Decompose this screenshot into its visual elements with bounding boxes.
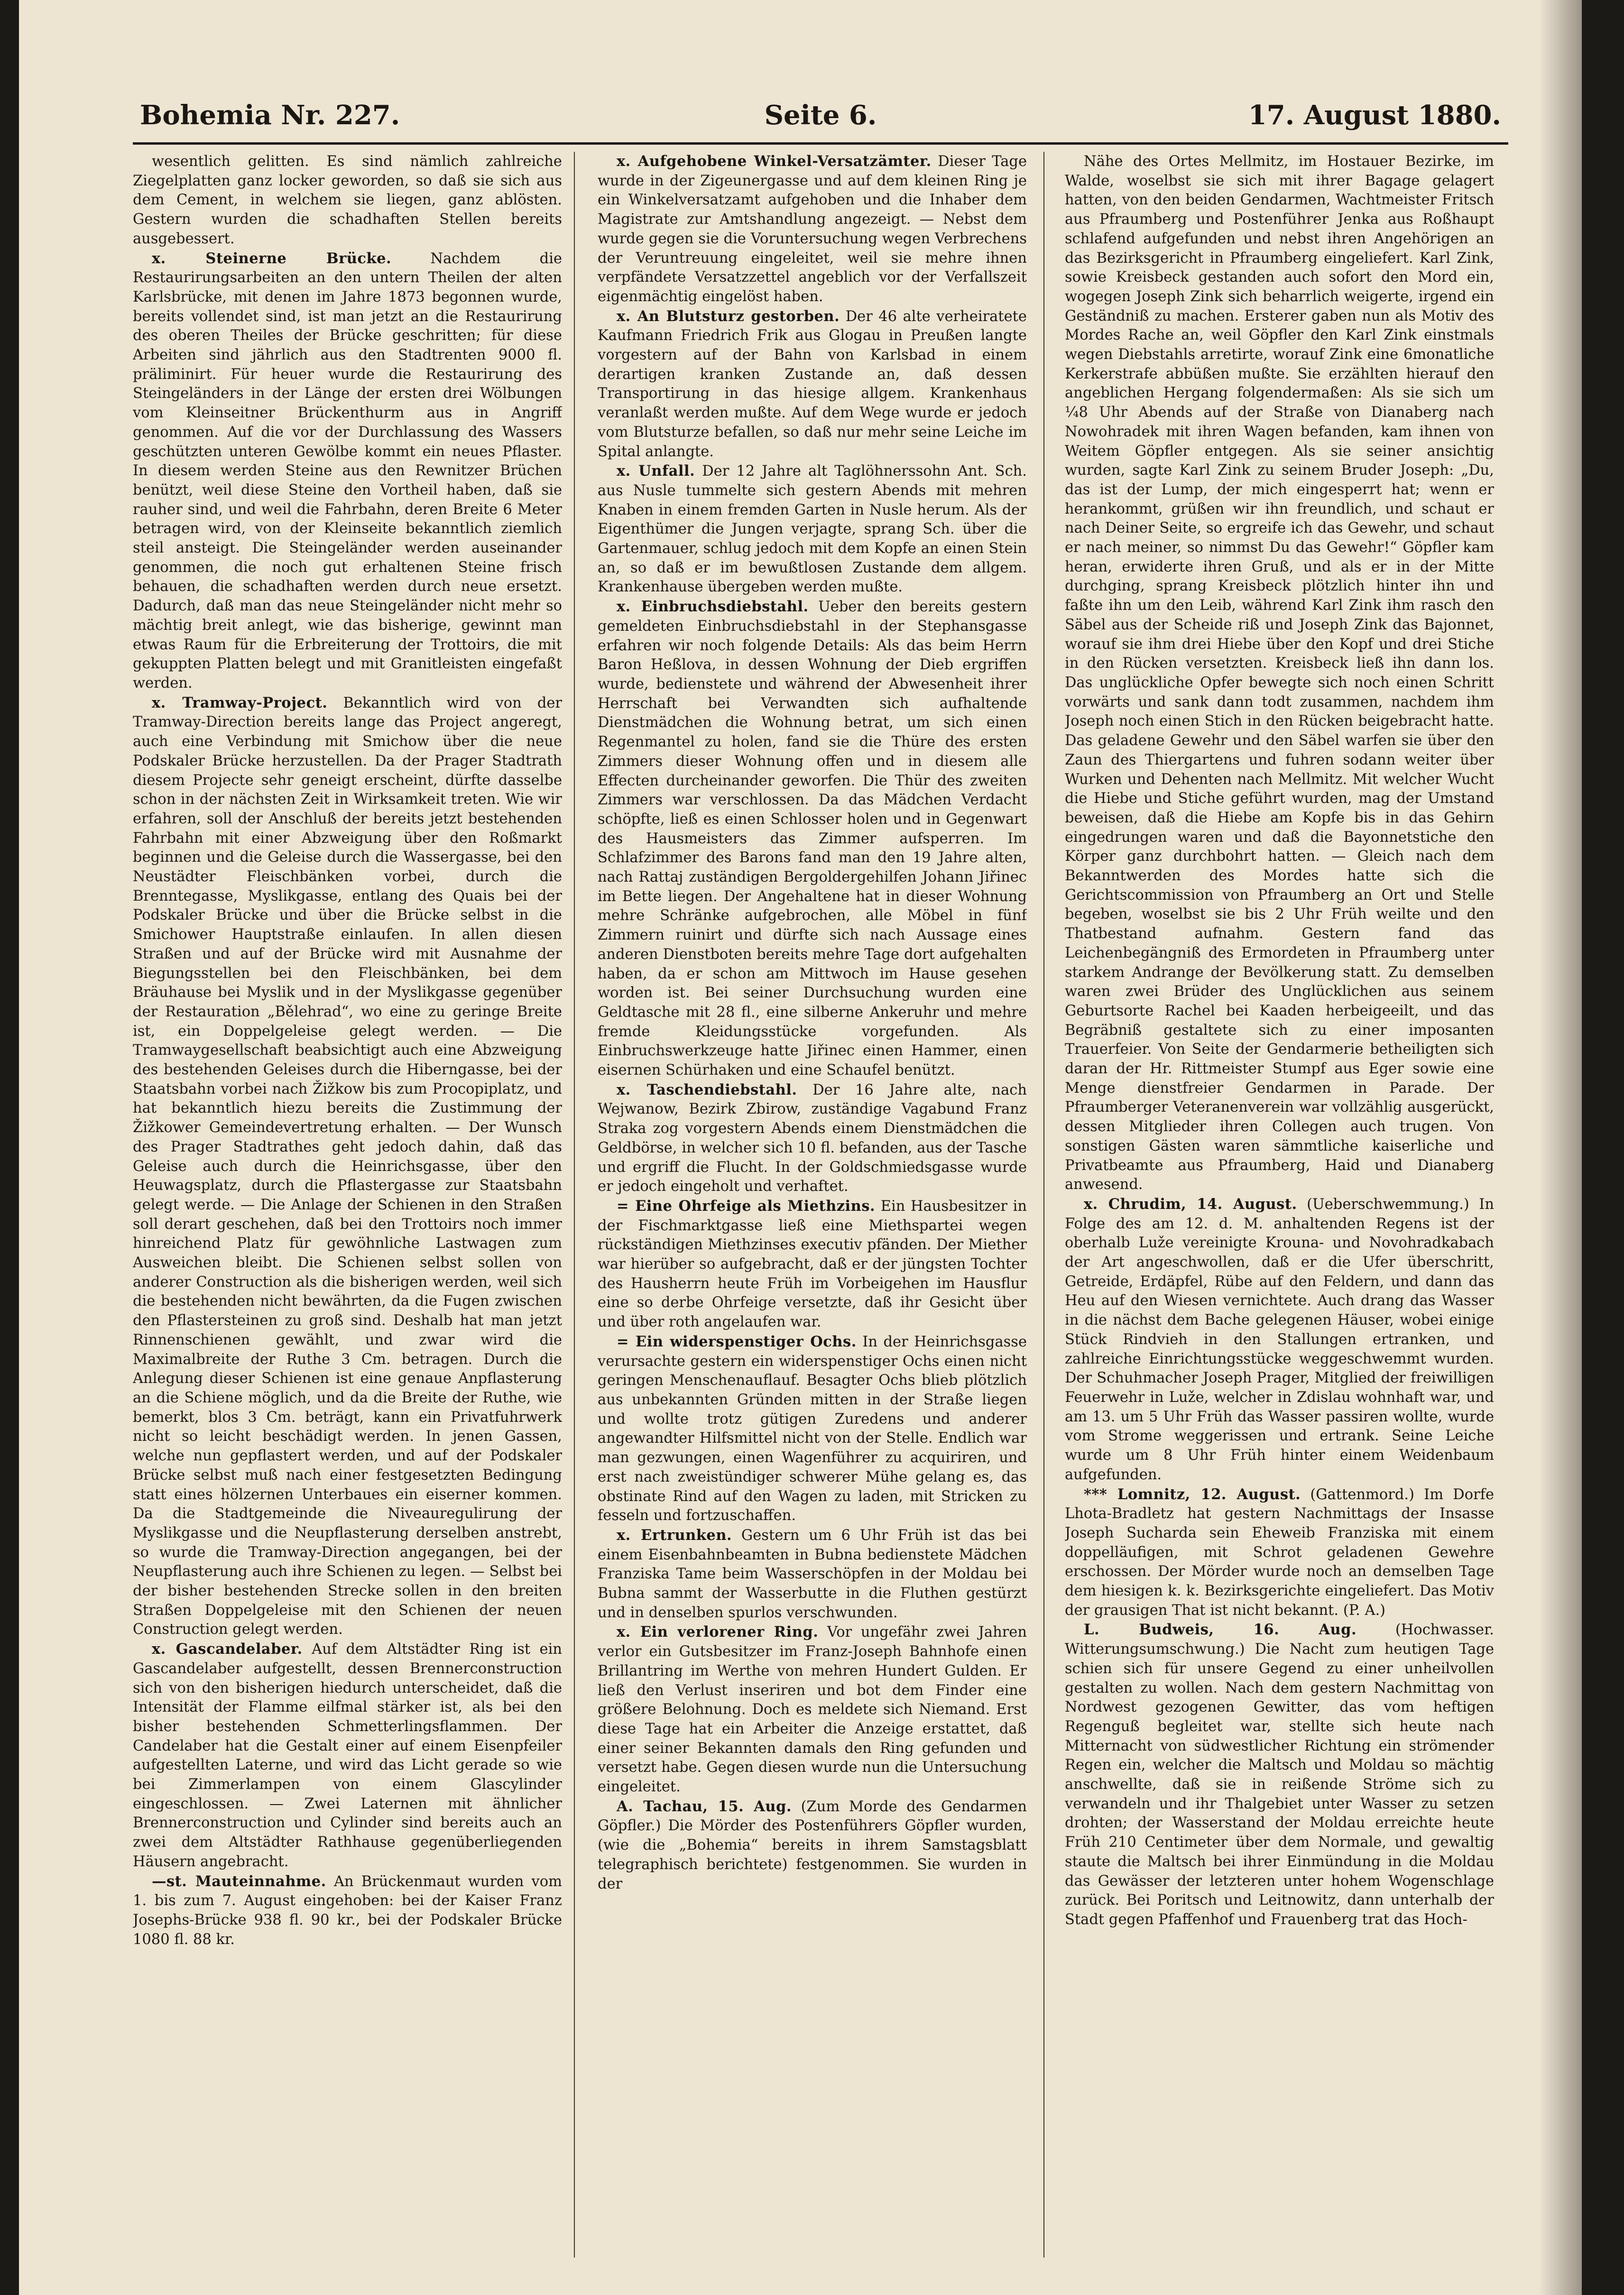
column-1 xyxy=(133,152,562,2267)
header-page-number: Seite 6. xyxy=(764,100,877,131)
column-divider xyxy=(1043,152,1044,2258)
article xyxy=(133,693,562,1640)
article-text: In der Heinrichsgasse verursachte gestern ein widerspenstiger Ochs einen nicht geringen Menschenauflauf. Besagter Ochs blieb plötzlich aus unbekannten Gründen mitten in der Straße liegen und wollte trotz gütigen Zuredens und anderer angewandter Hilfsmittel nicht von der Stelle. Endlich war man gezwungen, einen Wagenführer zu acquiriren, und erst nach zweistündiger schwerer Mühe gelang es, das obstinate Rind auf den Wagen zu laden, mit Stricken zu fesseln und fortzuschaffen. xyxy=(598,1333,1027,1524)
article-text: Nähe des Ortes Mellmitz, im Hostauer Bezirke, im Walde, woselbst sie sich mit ihrer Bagage gelagert hatten, von den beiden Gendarmen, Wachtmeister Fritsch aus Pfraumberg und Postenführer Jenka aus Roßhaupt schlafend aufgefunden und nebst ihren Angehörigen an das Bezirksgericht in Pfraumberg eingeliefert. Karl Zink, sowie Kreisbeck gestanden auch sofort den Mord ein, wogegen Joseph Zink sich beharrlich weigerte, irgend ein Geständniß zu machen. Ersterer gaben nun als Motiv des Mordes Rache an, weil Göpfler den Karl Zink einstmals wegen Diebstahls arretirte, worauf Zink eine 6monatliche Kerkerstrafe abbüßen mußte. Sie erzählten hierauf den angeblichen Hergang folgendermaßen: Als sie sich um ¼8 Uhr Abends auf der Straße von Dianaberg nach Nowohradek mit ihren Wagen befanden, kam ihnen von Weitem Göpfler entgegen. Als sie seiner ansichtig wurden, sagte Karl Zink zu seinem Bruder Joseph: „Du, das ist der Lump, der mich eingesperrt hat; wenn er herankommt, grüßen wir ihn freundlich, und schaut er nach Deiner Seite, so ergreife ich das Gewehr, und schaut er nach meiner, so nimmst Du das Gewehr!“ Göpfler kam heran, erwiderte ihren Gruß, und als er in der Mitte durchging, sprang Kreisbeck plötzlich hinter ihn und faßte ihn um den Leib, während Karl Zink ihm rasch den Säbel aus der Scheide riß und Joseph Zink das Bajonnet, worauf sie ihm drei Hiebe über den Kopf und drei Stiche in den Rücken versetzten. Kreisbeck ließ ihn dann los. Das unglückliche Opfer bewegte sich noch einen Schritt vorwärts und sank dann todt zusammen, nachdem ihm Joseph noch einen Stich in den Rücken beigebracht hatte. Das geladene Gewehr und den Säbel warfen sie über den Zaun des Thiergartens und fuhren sodann weiter über Wurken und Dehenten nach Mellmitz. Mit welcher Wucht die Hiebe und Stiche geführt wurden, mag der Umstand beweisen, daß die Hiebe am Kopfe bis in das Gehirn eingedrungen waren und daß die Bayonnetstiche den Körper ganz durchbohrt hatten. — Gleich nach dem Bekanntwerden des Mordes hatte sich die Gerichtscommission von Pfraumberg an Ort und Stelle begeben, woselbst sie bis 2 Uhr Früh weilte und den Thatbestand aufnahm. Gestern fand das Leichenbegängniß des Ermordeten in Pfraumberg unter starkem Andrange der Bevölkerung statt. Zu demselben waren zwei Brüder des Unglücklichen aus seinem Geburtsorte Rachel bei Kaaden herbeigeeilt, und das Begräbniß gestaltete sich zu einer imposanten Trauerfeier. Von Seite der Gendarmerie betheiligten sich daran der Hr. Rittmeister Stumpf aus Eger sowie eine Menge dienstfreier Gendarmen in Parade. Der Pfraumberger Veteranenverein war vollzählig ausgerückt, dessen Mitglieder ihren Collegen auch trugen. Von sonstigen Gästen waren sämmtliche kaiserliche und Privatbeamte aus Pfraumberg, Haid und Dianaberg anwesend. xyxy=(1065,153,1494,1193)
header-date: 17. August 1880. xyxy=(1248,100,1501,131)
article-headline: x. Einbruchsdiebstahl. xyxy=(617,598,809,616)
article-text: (Ueberschwemmung.) In Folge des am 12. d. M. anhaltenden Regens ist der oberhalb Luže vereinigte Krouna- und Novohradkabach der Art angeschwollen, daß er die Ufer überschritt, Getreide, Erdäpfel, Rübe auf den Feldern, und dann das Heu auf den Wiesen vernichtete. Auch drang das Wasser in die nächst dem Bache gelegenen Häuser, wobei einige Stück Rindvieh in den Stallungen ertranken, und zahlreiche Einrichtungsstücke weggeschwemmt wurden. Der Schuhmacher Joseph Prager, Mitglied der freiwilligen Feuerwehr in Luže, welcher in Zdislau wohnhaft war, und am 13. um 5 Uhr Früh das Wasser passiren wollte, wurde vom Strome weggerissen und ertrank. Seine Leiche wurde um 8 Uhr Früh hinter einem Weidenbaum aufgefunden. xyxy=(1065,1196,1494,1483)
article-headline: *** Lomnitz, 12. August. xyxy=(1084,1485,1301,1503)
column-3 xyxy=(1065,152,1494,2267)
article xyxy=(598,461,1027,597)
article-headline: x. Ein verlorener Ring. xyxy=(617,1623,819,1641)
column-2 xyxy=(598,152,1027,2267)
article xyxy=(598,1526,1027,1623)
article xyxy=(598,152,1027,307)
article xyxy=(598,1080,1027,1197)
article-headline: x. Taschendiebstahl. xyxy=(617,1081,797,1098)
article xyxy=(598,1622,1027,1797)
article-headline: x. Chrudim, 14. August. xyxy=(1084,1195,1297,1213)
article-text: (Hochwasser. Witterungsumschwung.) Die Nacht zum heutigen Tage schien sich für unsere Gegend zu einer unheilvollen gestalten zu wollen. Nach dem gestern Nachmittag von Nordwest gezogenen Gewitter, das vom heftigen Regenguß begleitet war, stellte sich heute nach Mitternacht von südwestlicher Richtung ein strömender Regen ein, welcher die Maltsch und Moldau so mächtig anschwellte, daß sie in reißende Ströme sich zu verwandeln und ihr Thalgebiet unter Wasser zu setzen drohten; der Wasserstand der Moldau erreichte heute Früh 210 Centimeter über dem Normale, und gewaltig staute die Maltsch bei ihrer Einmündung in die Moldau das Gewässer der letzteren unter hohem Wogenschlage zurück. Bei Poritsch und Leitnowitz, dann unterhalb der Stadt gegen Pfaffenhof und Frauenberg trat das Hoch- xyxy=(1065,1622,1494,1928)
article-text: Der 16 Jahre alte, nach Wejwanow, Bezirk Zbirow, zuständige Vagabund Franz Straka zog vorgestern Abends einem Dienstmädchen die Geldbörse, in welcher sich 10 fl. befanden, aus der Tasche und ergriff die Flucht. In der Goldschmiedsgasse wurde er jedoch eingeholt und verhaftet. xyxy=(598,1081,1027,1195)
article-headline: L. Budweis, 16. Aug. xyxy=(1084,1621,1357,1639)
article-text: Der 46 alte verheiratete Kaufmann Friedrich Frik aus Glogau in Preußen langte vorgestern auf der Bahn von Karlsbad in einem derartigen kranken Zustande an, daß dessen Transportirung in das hiesige allgem. Krankenhaus veranlaßt werden mußte. Auf dem Wege wurde er jedoch vom Blutsturze befallen, so daß nur mehr seine Leiche im Spital anlangte. xyxy=(598,308,1027,460)
header-rule xyxy=(133,142,1508,145)
article xyxy=(133,152,562,249)
article xyxy=(598,1197,1027,1332)
article xyxy=(1065,1195,1494,1485)
article xyxy=(598,597,1027,1080)
article-headline: A. Tachau, 15. Aug. xyxy=(617,1797,792,1815)
article-text: Gestern um 6 Uhr Früh ist das bei einem Eisenbahnbeamten in Bubna bedienstete Mädchen Franziska Tame beim Wasserschöpfen in der Moldau bei Bubna sammt der Wasserbutte in die Fluthen gestürzt und in denselben spurlos verschwunden. xyxy=(598,1527,1027,1621)
article-headline: x. Aufgehobene Winkel-Versatzämter. xyxy=(617,153,932,170)
article xyxy=(598,307,1027,462)
page-edge-shadow xyxy=(1539,0,1582,2295)
article-text: Der 12 Jahre alt Taglöhnerssohn Ant. Sch. aus Nusle tummelte sich gestern Abends mit mehren Knaben in einem fremden Garten in Nusle herum. Als der Eigenthümer die Jungen verjagte, sprang Sch. über die Gartenmauer, schlug jedoch mit dem Kopfe an einen Stein an, so daß er im bewußtlosen Zustande dem allgem. Krankenhause übergeben werden mußte. xyxy=(598,463,1027,596)
article-text: Bekanntlich wird von der Tramway-Direction bereits lange das Project angeregt, auch eine Verbindung mit Smichow über die neue Podskaler Brücke herzustellen. Da der Prager Stadtrath diesem Projecte sehr geneigt erscheint, dürfte dasselbe schon in der nächsten Zeit in Wirksamkeit treten. Wie wir erfahren, soll der Anschluß der bereits jetzt bestehenden Fahrbahn mit einer Abzweigung über den Roßmarkt beginnen und die Geleise durch die Wassergasse, bei den Neustädter Fleischbänken vorbei, durch die Brenntegasse, Myslikgasse, entlang des Quais bei der Podskaler Brücke und über die Brücke selbst in die Smichower Hauptstraße einlaufen. In allen diesen Straßen und auf der Brücke wird mit Ausnahme der Biegungsstellen bei den Fleischbänken, bei dem Bräuhause bei Myslik und in der Myslikgasse gegenüber der Restauration „Bělehrad“, wo eine zu geringe Breite ist, ein Doppelgeleise gelegt werden. — Die Tramwaygesellschaft beabsichtigt auch eine Abzweigung des bestehenden Geleises durch die Hiberngasse, bei der Staatsbahn vorbei nach Žižkow bis zum Procopiplatz, und hat bekanntlich hiezu bereits die Zustimmung der Žižkower Gemeindevertretung erhalten. — Der Wunsch des Prager Stadtrathes geht jedoch dahin, daß das Geleise auch durch die Heinrichsgasse, über den Heuwagsplatz, durch die Pflastergasse zur Staatsbahn gelegt werde. — Die Anlage der Schienen in den Straßen soll derart geschehen, daß bei den Trottoirs noch immer hinreichend Platz für gewöhnliche Lastwagen zum Ausweichen bleibt. Die Schienen selbst sollen von anderer Construction als die bisherigen werden, weil sich die bestehenden nicht bewährten, da die Fugen zwischen den Pflastersteinen zu groß sind. Deshalb hat man jetzt Rinnenschienen gewählt, und zwar wird die Maximalbreite der Ruthe 3 Cm. betragen. Durch die Anlegung dieser Schienen ist eine genaue Anpflasterung an die Schiene möglich, und da die Breite der Ruthe, wie bemerkt, blos 3 Cm. beträgt, kann ein Privatfuhrwerk nicht so leicht beschädigt werden. In jenen Gassen, welche nun gepflastert werden, und auf der Podskaler Brücke selbst muß nach einer festgesetzten Bedingung statt eines hölzernen Unterbaues ein eiserner kommen. Da die Stadtgemeinde die Niveauregulirung der Myslikgasse und die Neupflasterung derselben anstrebt, so wurde die Tramway-Direction angegangen, bei der Neupflasterung auch ihre Schienen zu legen. — Selbst bei der bisher bestehenden Strecke sollen in den breiten Straßen Doppelgeleise mit den Schienen der neuen Construction gelegt werden. xyxy=(133,694,562,1638)
article-headline: x. Tramway-Project. xyxy=(152,694,328,711)
article xyxy=(598,1332,1027,1526)
article-headline: = Ein widerspenstiger Ochs. xyxy=(617,1333,857,1350)
article-text: Ueber den bereits gestern gemeldeten Einbruchsdiebstahl in der Stephansgasse erfahren wir noch folgende Details: Als das beim Herrn Baron Heßlova, in dessen Wohnung der Dieb ergriffen wurde, bedienstete und während der Abwesenheit ihrer Herrschaft bei Verwandten sich aufhaltende Dienstmädchen die Wohnung betrat, um sich einen Regenmantel zu holen, fand sie die Thüre des ersten Zimmers dieser Wohnung offen und in diesem alle Effecten durcheinander geworfen. Die Thür des zweiten Zimmers war verschlossen. Da das Mädchen Verdacht schöpfte, ließ es einen Schlosser holen und in Gegenwart des Hausmeisters das Zimmer aufsperren. Im Schlafzimmer des Barons fand man den 19 Jahre alten, nach Rattaj zuständigen Bergoldergehilfen Johann Jiřinec im Bette liegen. Der Angehaltene hat in dieser Wohnung mehre Schränke aufgebrochen, alle Möbel in fünf Zimmern ruinirt und dürfte sich nach Aussage eines anderen Dienstboten bereits mehre Tage dort aufgehalten haben, da er schon am Mittwoch im Hause gesehen worden ist. Bei seiner Durchsuchung wurden eine Geldtasche mit 28 fl., eine silberne Ankeruhr und mehre fremde Kleidungsstücke vorgefunden. Als Einbruchswerkzeuge hatte Jiřinec einen Hammer, einen eisernen Schürhaken und eine Schaufel benützt. xyxy=(598,599,1027,1079)
article-headline: x. Ertrunken. xyxy=(617,1526,732,1544)
article-headline: x. Steinerne Brücke. xyxy=(152,249,392,267)
article xyxy=(598,1797,1027,1894)
article xyxy=(1065,1620,1494,1929)
article-text: Dieser Tage wurde in der Zigeunergasse und auf dem kleinen Ring je ein Winkelversatzamt aufgehoben und die Inhaber dem Magistrate zur Amtshandlung angezeigt. — Nebst dem wurde gegen sie die Voruntersuchung wegen Verbrechens der Veruntreuung eingeleitet, weil sie mehre ihnen verpfändete Versatzzettel angeblich vor der Verfallszeit eigenmächtig eingelöst haben. xyxy=(598,153,1027,305)
article-headline: x. Gascandelaber. xyxy=(152,1641,303,1658)
article-text: Vor ungefähr zwei Jahren verlor ein Gutsbesitzer im Franz-Joseph Bahnhofe einen Brillantring im Werthe von mehren Hundert Gulden. Er ließ den Verlust inseriren und bot dem Finder eine größere Belohnung. Doch es meldete sich Niemand. Erst diese Tage hat ein Arbeiter die Anzeige erstattet, daß einer seiner Bekannten damals den Ring gefunden und versetzt habe. Gegen diesen wurde nun die Untersuchung eingeleitet. xyxy=(598,1624,1027,1796)
article-text: Auf dem Altstädter Ring ist ein Gascandelaber aufgestellt, dessen Brennerconstruction sich von den bisherigen hiedurch unterscheidet, daß die Intensität der Flamme eilfmal stärker ist, als bei den bisher bestehenden Schmetterlingsflammen. Der Candelaber hat die Gestalt einer auf einem Eisenpfeiler aufgestellten Laterne, und wird das Licht gerade so wie bei Zimmerlampen von einem Glascylinder eingeschlossen. — Zwei Laternen mit ähnlicher Brennerconstruction und Cylinder sind bereits auch an zwei dem Altstädter Rathhause gegenüberliegenden Häusern angebracht. xyxy=(133,1641,562,1870)
article-text: Nachdem die Restaurirungsarbeiten an den untern Theilen der alten Karlsbrücke, mit denen im Jahre 1873 begonnen wurde, bereits vollendet sind, ist man jetzt an die Restaurirung des oberen Theiles der Brücke geschritten; für diese Arbeiten sind jährlich aus den Stadtrenten 9000 fl. präliminirt. Für heuer wurde die Restaurirung des Steingeländers in der Länge der ersten drei Wölbungen vom Kleinseitner Brückenthurm aus in Angriff genommen. Auf die vor der Durchlassung des Wassers geschützten unteren Gewölbe kommt ein neues Pflaster. In diesem werden Steine aus den Rewnitzer Brüchen benützt, weil diese Steine den Vortheil haben, daß sie rauher sind, und weil die Fahrbahn, deren Breite 6 Meter betragen wird, von der Kleinseite bekanntlich ziemlich steil ansteigt. Die Steingeländer werden auseinander genommen, die noch gut erhaltenen Steine frisch behauen, die schadhaften werden durch neue ersetzt. Dadurch, daß man das neue Steingeländer nicht mehr so mächtig breit anlegt, wie das bisherige, gewinnt man etwas Raum für die Erbreiterung der Trottoirs, die mit gekuppten Platten belegt und mit Granitleisten eingefaßt werden. xyxy=(133,250,562,691)
column-divider xyxy=(574,152,575,2258)
article-text: (Zum Morde des Gendarmen Göpfler.) Die Mörder des Postenführers Göpfler wurden, (wie die „Bohemia“ bereits in ihrem Samstagsblatt telegraphisch berichtete) festgenommen. Sie wurden in der xyxy=(598,1798,1027,1892)
article xyxy=(133,1640,562,1871)
newspaper-page xyxy=(19,0,1582,2295)
article xyxy=(133,1872,562,1950)
article xyxy=(1065,1485,1494,1621)
article xyxy=(1065,152,1494,1195)
header-publication: Bohemia Nr. 227. xyxy=(140,100,400,131)
article-text: Ein Hausbesitzer in der Fischmarktgasse ließ eine Miethspartei wegen rückständigen Miethzinses executiv pfänden. Der Miether war hierüber so aufgebracht, daß er der jüngsten Tochter des Hausherrn heute Früh im Vorbeigehen im Hausflur eine so derbe Ohrfeige versetzte, daß ihr Gesicht über und über roth angelaufen war. xyxy=(598,1198,1027,1331)
article-headline: x. Unfall. xyxy=(617,462,695,480)
article-text: An Brückenmaut wurden vom 1. bis zum 7. August eingehoben: bei der Kaiser Franz Josephs-Brücke 938 fl. 90 kr., bei der Podskaler Brücke 1080 fl. 88 kr. xyxy=(133,1873,562,1948)
article-text: (Gattenmord.) Im Dorfe Lhota-Bradletz hat gestern Nachmittags der Insasse Joseph Sucharda sein Eheweib Franziska mit einem doppelläufigen, mit Schrot geladenen Gewehre erschossen. Der Mörder wurde noch an demselben Tage dem hiesigen k. k. Bezirksgerichte eingeliefert. Das Motiv der grausigen That ist nicht bekannt. (P. A.) xyxy=(1065,1486,1494,1619)
article-text: wesentlich gelitten. Es sind nämlich zahlreiche Ziegelplatten ganz locker geworden, so daß sie sich aus dem Cement, in welchem sie liegen, ganz ablösten. Gestern wurden die schadhaften Stellen bereits ausgebessert. xyxy=(133,153,562,247)
article-headline: = Eine Ohrfeige als Miethzins. xyxy=(617,1197,876,1215)
article-headline: —st. Mauteinnahme. xyxy=(152,1872,326,1890)
page-header xyxy=(140,100,1501,138)
article xyxy=(133,249,562,693)
article-headline: x. An Blutsturz gestorben. xyxy=(617,307,840,325)
